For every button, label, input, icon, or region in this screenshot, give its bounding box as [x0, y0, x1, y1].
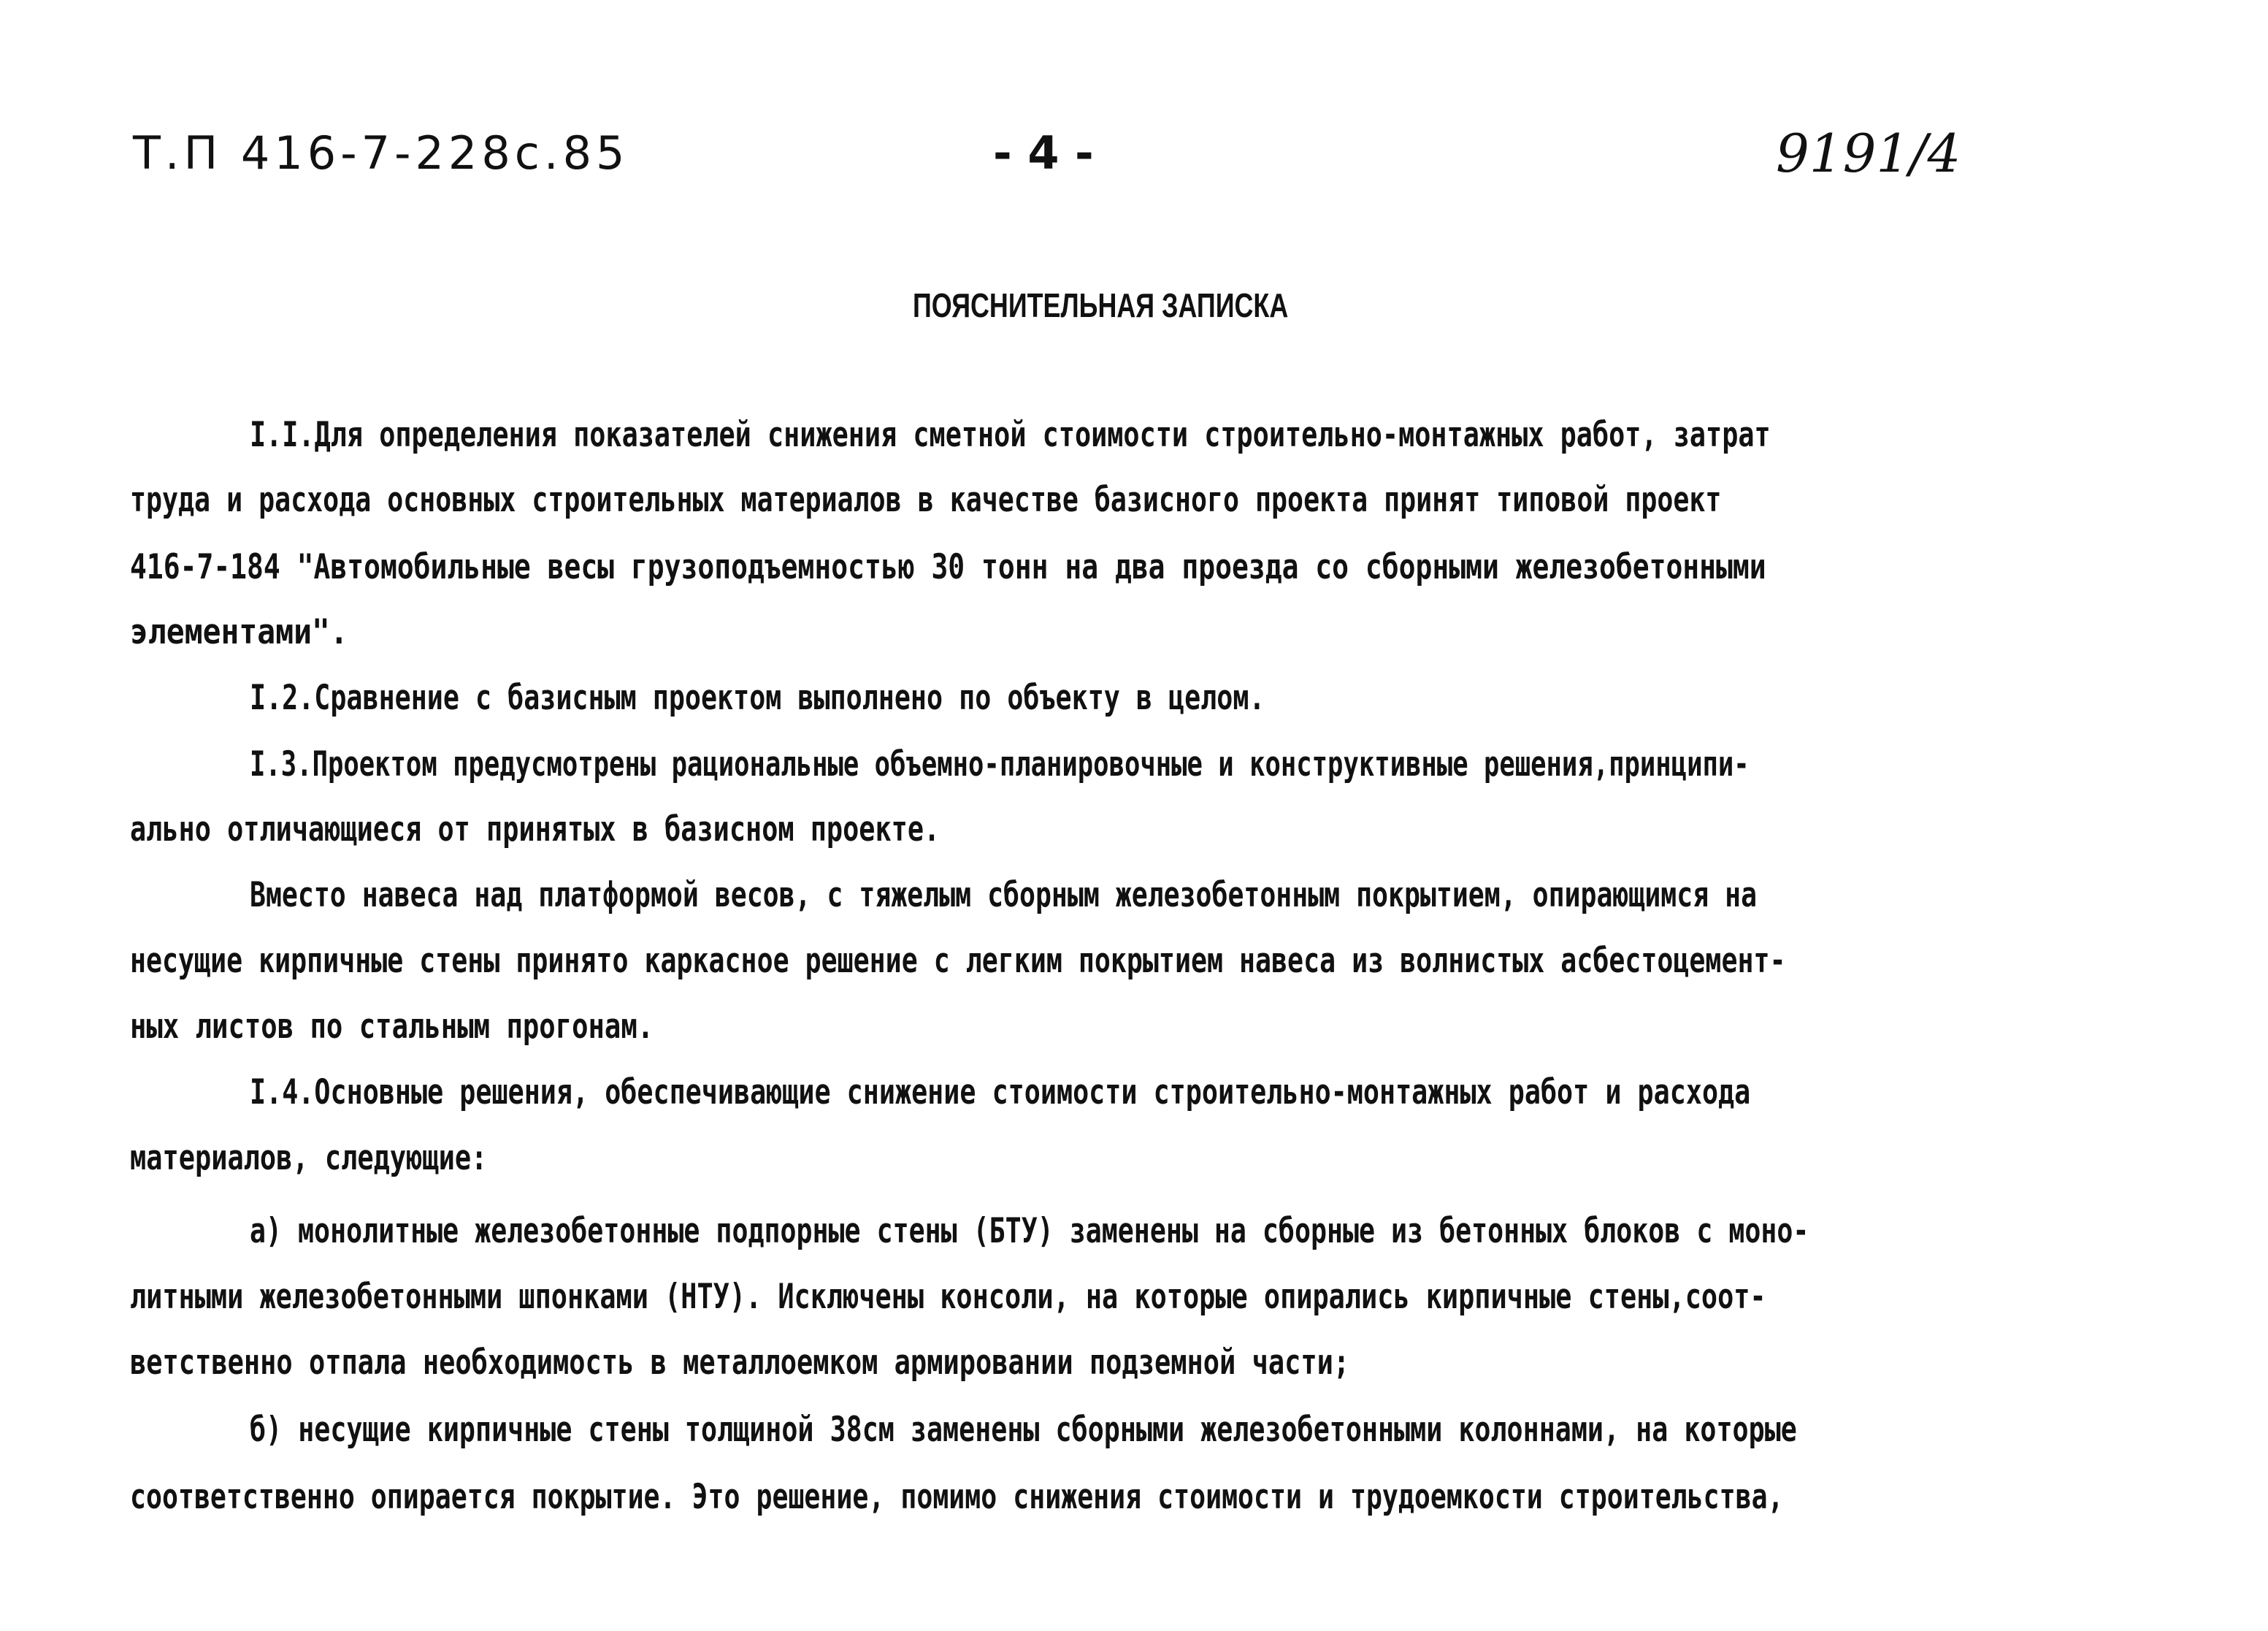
- paragraph-line: ных листов по стальным прогонам.: [130, 1007, 654, 1047]
- page-number: - 4 -: [993, 126, 1094, 180]
- paragraph-line: соответственно опирается покрытие. Это решение, помимо снижения стоимости и трудоемкости строительства,: [130, 1477, 1784, 1517]
- document-title: ПОЯСНИТЕЛЬНАЯ ЗАПИСКА: [913, 286, 1289, 324]
- paragraph-line: несущие кирпичные стены принято каркасное решение с легким покрытием навеса из волнистых асбестоцемент-: [130, 941, 1786, 981]
- document-code: Т.П 416-7-228с.85: [133, 126, 629, 180]
- paragraph-line: элементами".: [130, 612, 348, 652]
- paragraph-line: литными железобетонными шпонками (НТУ). Исключены консоли, на которые опирались кирпичные стены,соот-: [130, 1277, 1766, 1317]
- paragraph-line: Вместо навеса над платформой весов, с тяжелым сборным железобетонным покрытием, опирающимся на: [250, 875, 1758, 915]
- paragraph-line: ально отличающиеся от принятых в базисном проекте.: [130, 809, 940, 849]
- paragraph-line: труда и расхода основных строительных материалов в качестве базисного проекта принят типовой проект: [130, 480, 1722, 520]
- paragraph-line: материалов, следующие:: [130, 1138, 488, 1178]
- paragraph-line: I.3.Проектом предусмотрены рациональные объемно-планировочные и конструктивные решения,принципи-: [250, 744, 1750, 784]
- paragraph-line: I.2.Сравнение с базисным проектом выполнено по объекту в целом.: [250, 678, 1265, 718]
- paragraph-line: I.I.Для определения показателей снижения сметной стоимости строительно-монтажных работ, затрат: [250, 415, 1771, 455]
- paragraph-line: б) несущие кирпичные стены толщиной 38см заменены сборными железобетонными колоннами, на которые: [250, 1410, 1797, 1450]
- paragraph-line: 416-7-184 "Автомобильные весы грузоподъемностью 30 тонн на два проезда со сборными железобетонными: [130, 547, 1766, 587]
- paragraph-line: ветственно отпала необходимость в металлоемком армировании подземной части;: [130, 1342, 1350, 1383]
- sheet-number: 9191/4: [1776, 123, 1961, 184]
- paragraph-line: I.4.Основные решения, обеспечивающие снижение стоимости строительно-монтажных работ и расхода: [250, 1072, 1751, 1112]
- paragraph-line: а) монолитные железобетонные подпорные стены (БТУ) заменены на сборные из бетонных блоков с моно-: [250, 1211, 1809, 1251]
